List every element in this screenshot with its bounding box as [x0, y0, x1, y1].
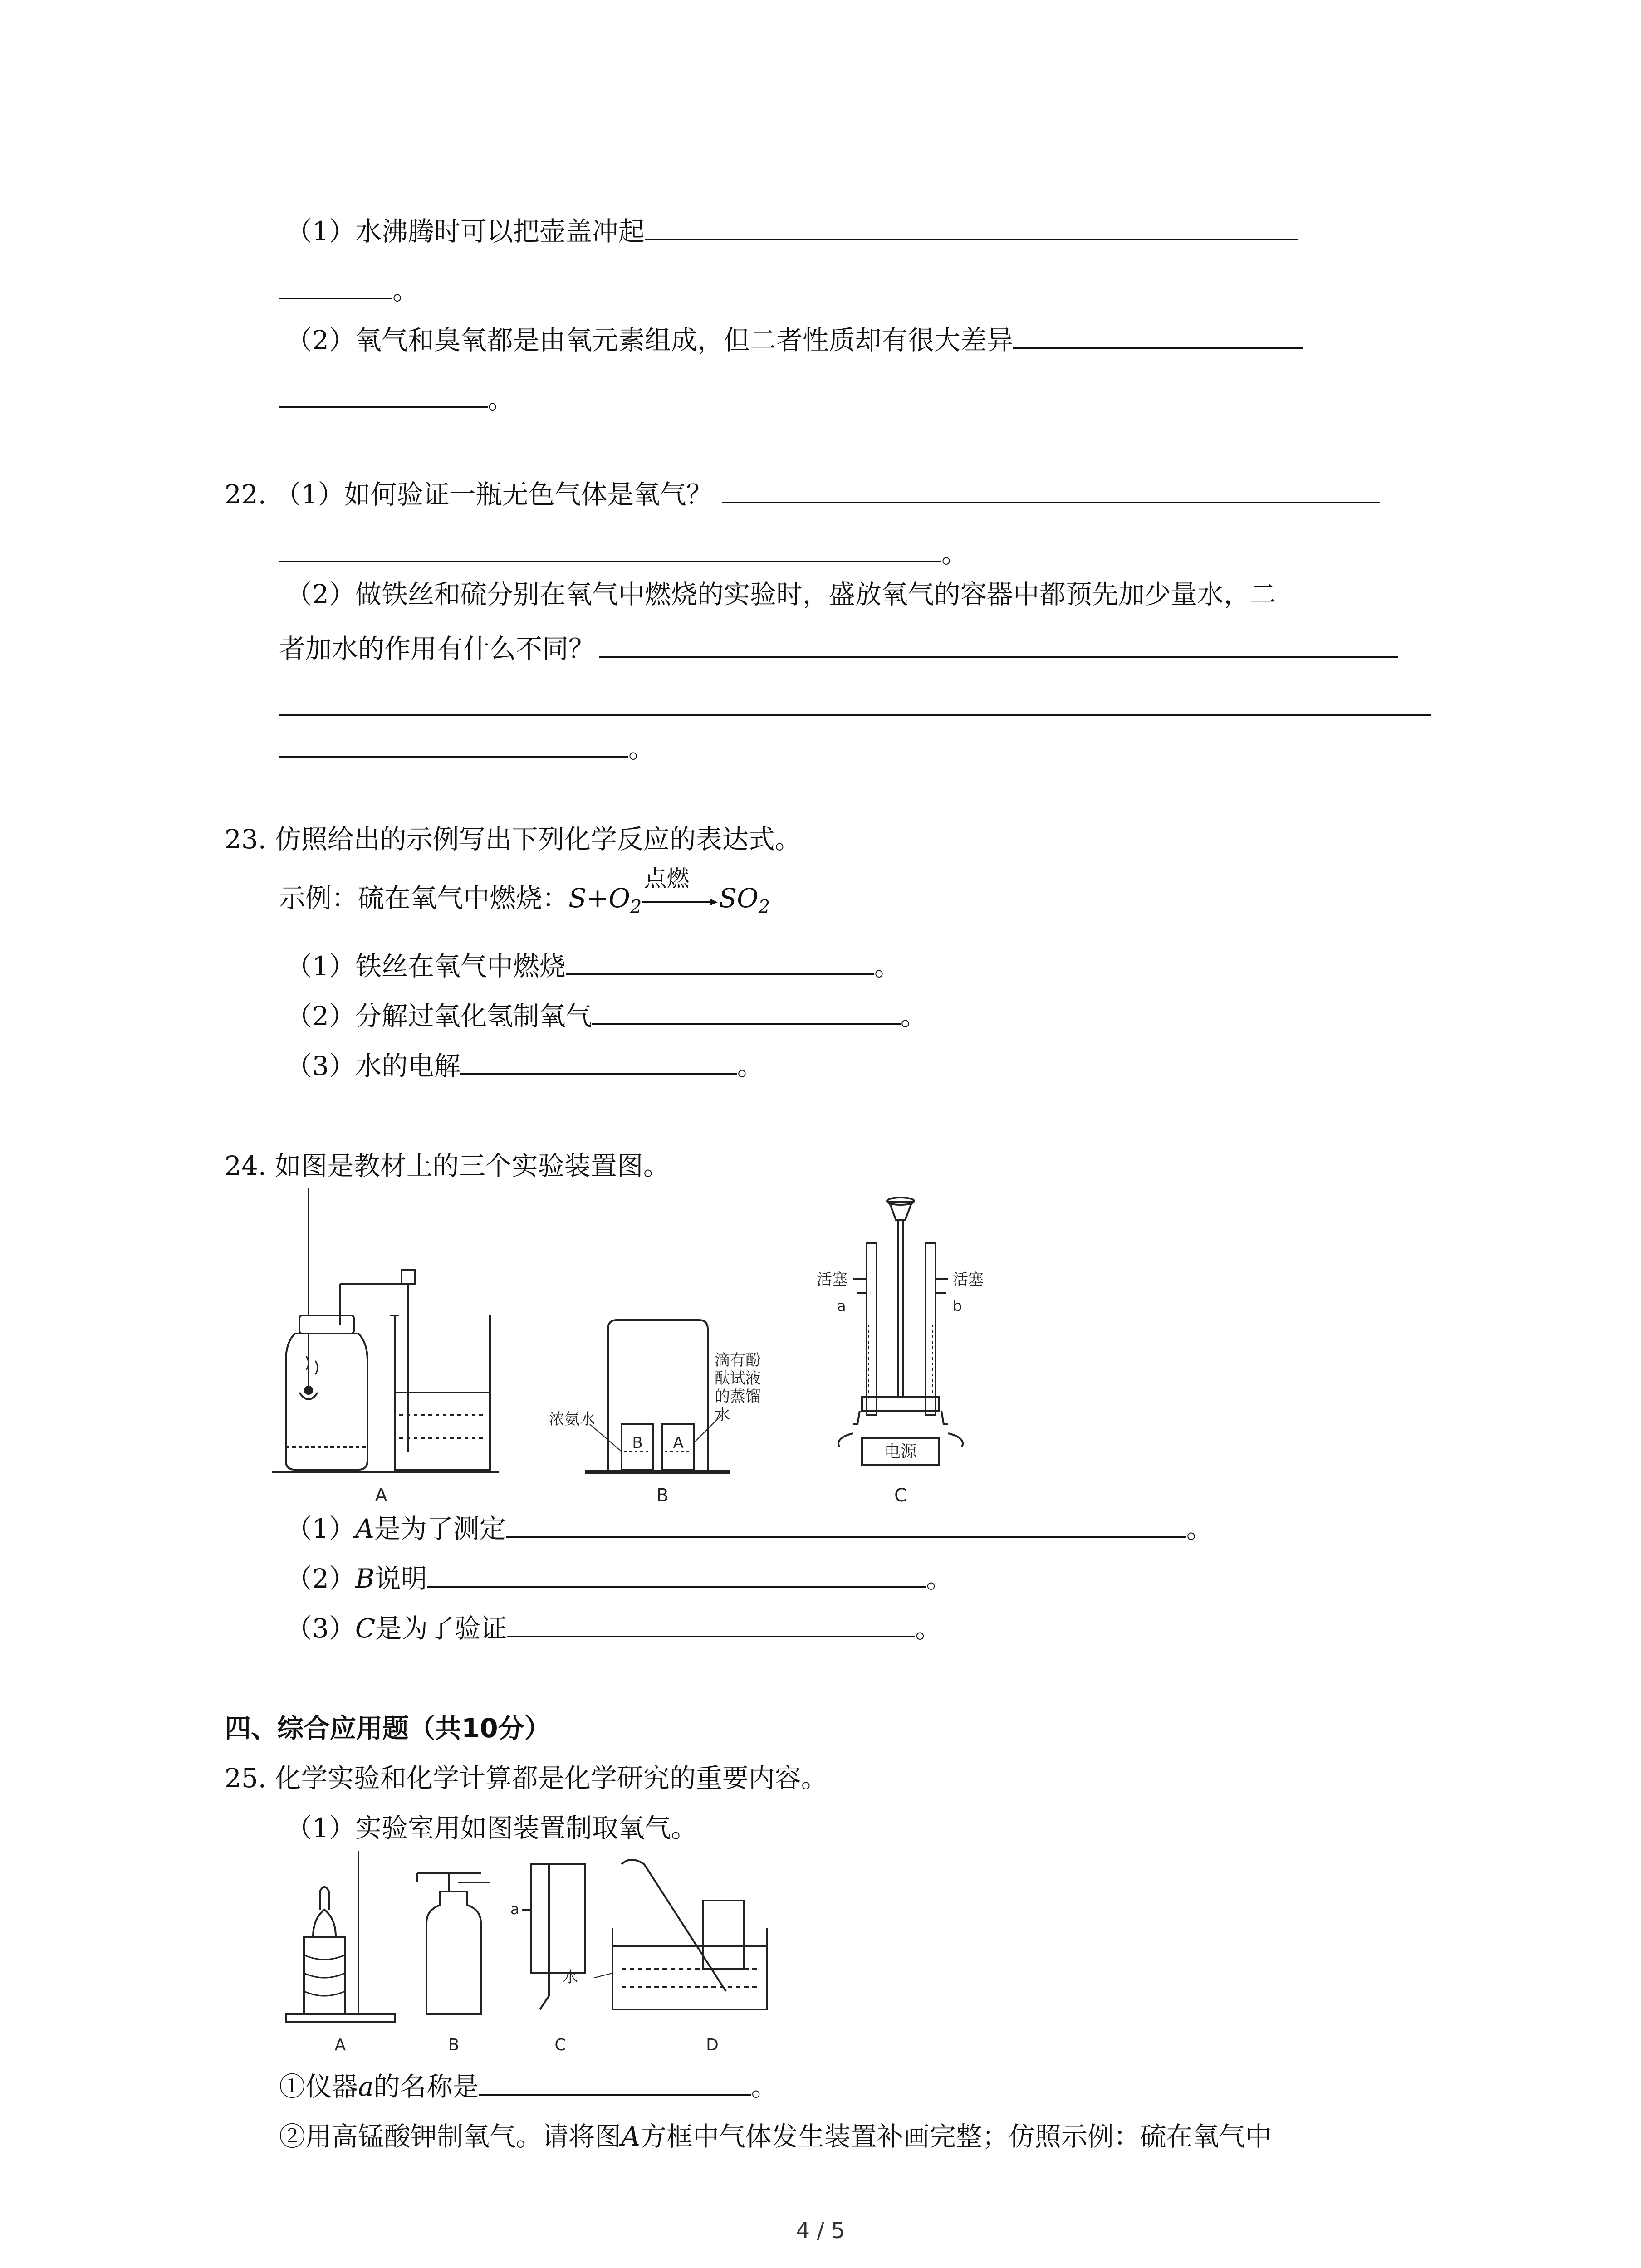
question-number: 23. [225, 824, 267, 855]
q23-stem-text: 仿照给出的示例写出下列化学反应的表达式。 [274, 824, 801, 855]
question-number: 24. [225, 1150, 267, 1181]
answer-blank[interactable] [427, 1560, 926, 1588]
q24-part1-text: 是为了测定 [374, 1513, 506, 1544]
q21-part2-cont [279, 381, 514, 417]
page-number: 4 / 5 [796, 2218, 845, 2244]
answer-blank[interactable] [479, 2068, 751, 2096]
q22-part2-line2 [279, 631, 1398, 667]
fig-label-a: A [375, 1485, 387, 1506]
reaction-condition: 点燃 [644, 865, 690, 892]
period: 。 [737, 1051, 764, 1081]
figure-ref: A [355, 1513, 374, 1544]
period: 。 [628, 733, 655, 764]
q25-apparatus-figure [277, 1846, 785, 2064]
answer-blank[interactable] [279, 381, 488, 408]
answer-blank[interactable] [599, 631, 1398, 658]
answer-blank[interactable] [507, 1610, 915, 1637]
fig-label-d: D [706, 2036, 719, 2054]
q25-stem [225, 1760, 828, 1796]
answer-blank[interactable] [506, 1510, 1186, 1538]
formula-o: O [608, 883, 630, 914]
q23-part2-text: （2）分解过氧化氢制氧气 [286, 1001, 592, 1031]
beaker-b-label: B [632, 1434, 643, 1452]
q23-part3-text: （3）水的电解 [286, 1051, 460, 1081]
q22-part2-line1: （2）做铁丝和硫分别在氧气中燃烧的实验时，盛放氧气的容器中都预先加少量水，二 [286, 579, 1276, 610]
apparatus-a [272, 1188, 499, 1472]
answer-blank[interactable] [279, 730, 628, 758]
apparatus-b [417, 1873, 490, 2014]
phenol-label-4: 水 [715, 1406, 730, 1424]
ammonia-label: 浓氨水 [549, 1410, 595, 1428]
fig-label-c: C [554, 2036, 566, 2054]
example-label: 示例：硫在氧气中燃烧： [279, 883, 569, 914]
tube-a-label: a [510, 1901, 519, 1918]
answer-blank[interactable] [460, 1048, 737, 1075]
q21-part2-text: （2）氧气和臭氧都是由氧元素组成，但二者性质却有很大差异 [286, 325, 1013, 356]
q21-part1-text: （1）水沸腾时可以把壶盖冲起 [286, 216, 645, 247]
sub-question-text: 方框中气体发生装置补画完整；仿照示例：硫在氧气中 [640, 2121, 1272, 2152]
q22-part1 [225, 476, 1380, 513]
q25-part1: （1）实验室用如图装置制取氧气。 [286, 1813, 697, 1843]
power-supply-label: 电源 [884, 1442, 917, 1461]
formula-plus: + [586, 883, 609, 914]
q22-part1-cont [279, 535, 968, 572]
period: 。 [926, 1563, 953, 1594]
period: 。 [915, 1613, 942, 1644]
answer-blank[interactable] [1013, 322, 1303, 349]
q23-part1-text: （1）铁丝在氧气中燃烧 [286, 951, 566, 982]
part-number: （3） [286, 1613, 355, 1644]
question-number: 22. [225, 479, 267, 510]
section-title: 四、综合应用题（共10分） [225, 1713, 551, 1744]
q24-part2-text: 说明 [374, 1563, 427, 1594]
q24-part3 [286, 1610, 941, 1647]
apparatus-d [594, 1860, 767, 2009]
q25-sub2 [279, 2118, 1272, 2155]
figure-ref: C [355, 1613, 376, 1644]
period: 。 [751, 2071, 778, 2102]
figure-ref: A [621, 2121, 640, 2152]
apparatus-a [286, 1851, 395, 2022]
q21-part1 [286, 213, 1298, 249]
tube-a-label: a [837, 1297, 846, 1315]
q24-stem-text: 如图是教材上的三个实验装置图。 [274, 1150, 670, 1181]
q23-part1 [286, 948, 901, 984]
q24-apparatus-figure [272, 1179, 1053, 1506]
phenol-label-3: 的蒸馏 [715, 1388, 761, 1406]
period: 。 [900, 1001, 927, 1031]
q23-stem [225, 821, 801, 857]
fig-label-a: A [334, 2036, 346, 2054]
formula-subscript: 2 [758, 896, 770, 918]
q22-part2-cont [279, 730, 655, 767]
answer-blank[interactable] [279, 272, 392, 299]
figure-ref: B [355, 1563, 375, 1594]
period: 。 [941, 538, 968, 569]
q22-part2-text: 者加水的作用有什么不同？ [279, 633, 595, 664]
arrow-icon [642, 897, 719, 910]
period: 。 [1186, 1513, 1213, 1544]
q23-part2 [286, 998, 927, 1034]
valve-left-label: 活塞 [817, 1271, 847, 1289]
formula-so: SO [719, 883, 759, 914]
period: 。 [488, 384, 514, 415]
q25-stem-text: 化学实验和化学计算都是化学研究的重要内容。 [274, 1763, 828, 1794]
valve-right-label: 活塞 [953, 1271, 984, 1289]
q21-part1-cont [279, 272, 419, 308]
phenol-label-1: 滴有酚 [715, 1351, 761, 1369]
q24-part2 [286, 1560, 953, 1597]
fig-label-b: B [448, 2036, 460, 2054]
formula-s: S [568, 883, 587, 914]
answer-blank[interactable] [279, 535, 941, 562]
answer-blank[interactable] [722, 476, 1380, 503]
question-number: 25. [225, 1763, 267, 1794]
formula-subscript: 2 [630, 896, 642, 918]
apparatus-c [838, 1198, 963, 1465]
answer-blank[interactable] [566, 948, 874, 975]
sub-question-text: ②用高锰酸钾制氧气。请将图 [279, 2121, 622, 2152]
q23-example [279, 865, 770, 925]
sub-question-text: ①仪器 [279, 2071, 358, 2102]
fig-label-c: C [894, 1485, 907, 1506]
q22-part1-text: （1）如何验证一瓶无色气体是氧气？ [274, 479, 713, 510]
q24-part1 [286, 1510, 1213, 1547]
answer-blank[interactable] [592, 998, 901, 1025]
period: 。 [874, 951, 901, 982]
q24-stem [225, 1148, 670, 1184]
q21-part2 [286, 322, 1303, 358]
answer-blank[interactable] [279, 714, 1431, 716]
part-number: （2） [286, 1563, 355, 1594]
phenol-label-2: 酞试液 [715, 1369, 761, 1388]
apparatus-c [522, 1864, 585, 2009]
q25-sub1 [279, 2068, 778, 2105]
answer-blank[interactable] [645, 213, 1298, 240]
instrument-ref: a [358, 2071, 374, 2102]
q23-part3 [286, 1048, 764, 1084]
reaction-arrow [642, 865, 719, 914]
q24-part3-text: 是为了验证 [375, 1613, 507, 1644]
beaker-a-label: A [673, 1434, 684, 1452]
apparatus-b [585, 1320, 730, 1472]
part-number: （1） [286, 1513, 355, 1544]
tube-b-label: b [953, 1297, 962, 1315]
fig-label-b: B [656, 1485, 669, 1506]
sub-question-text: 的名称是 [373, 2071, 479, 2102]
period: 。 [392, 275, 419, 306]
water-label: 水 [563, 1968, 578, 1986]
